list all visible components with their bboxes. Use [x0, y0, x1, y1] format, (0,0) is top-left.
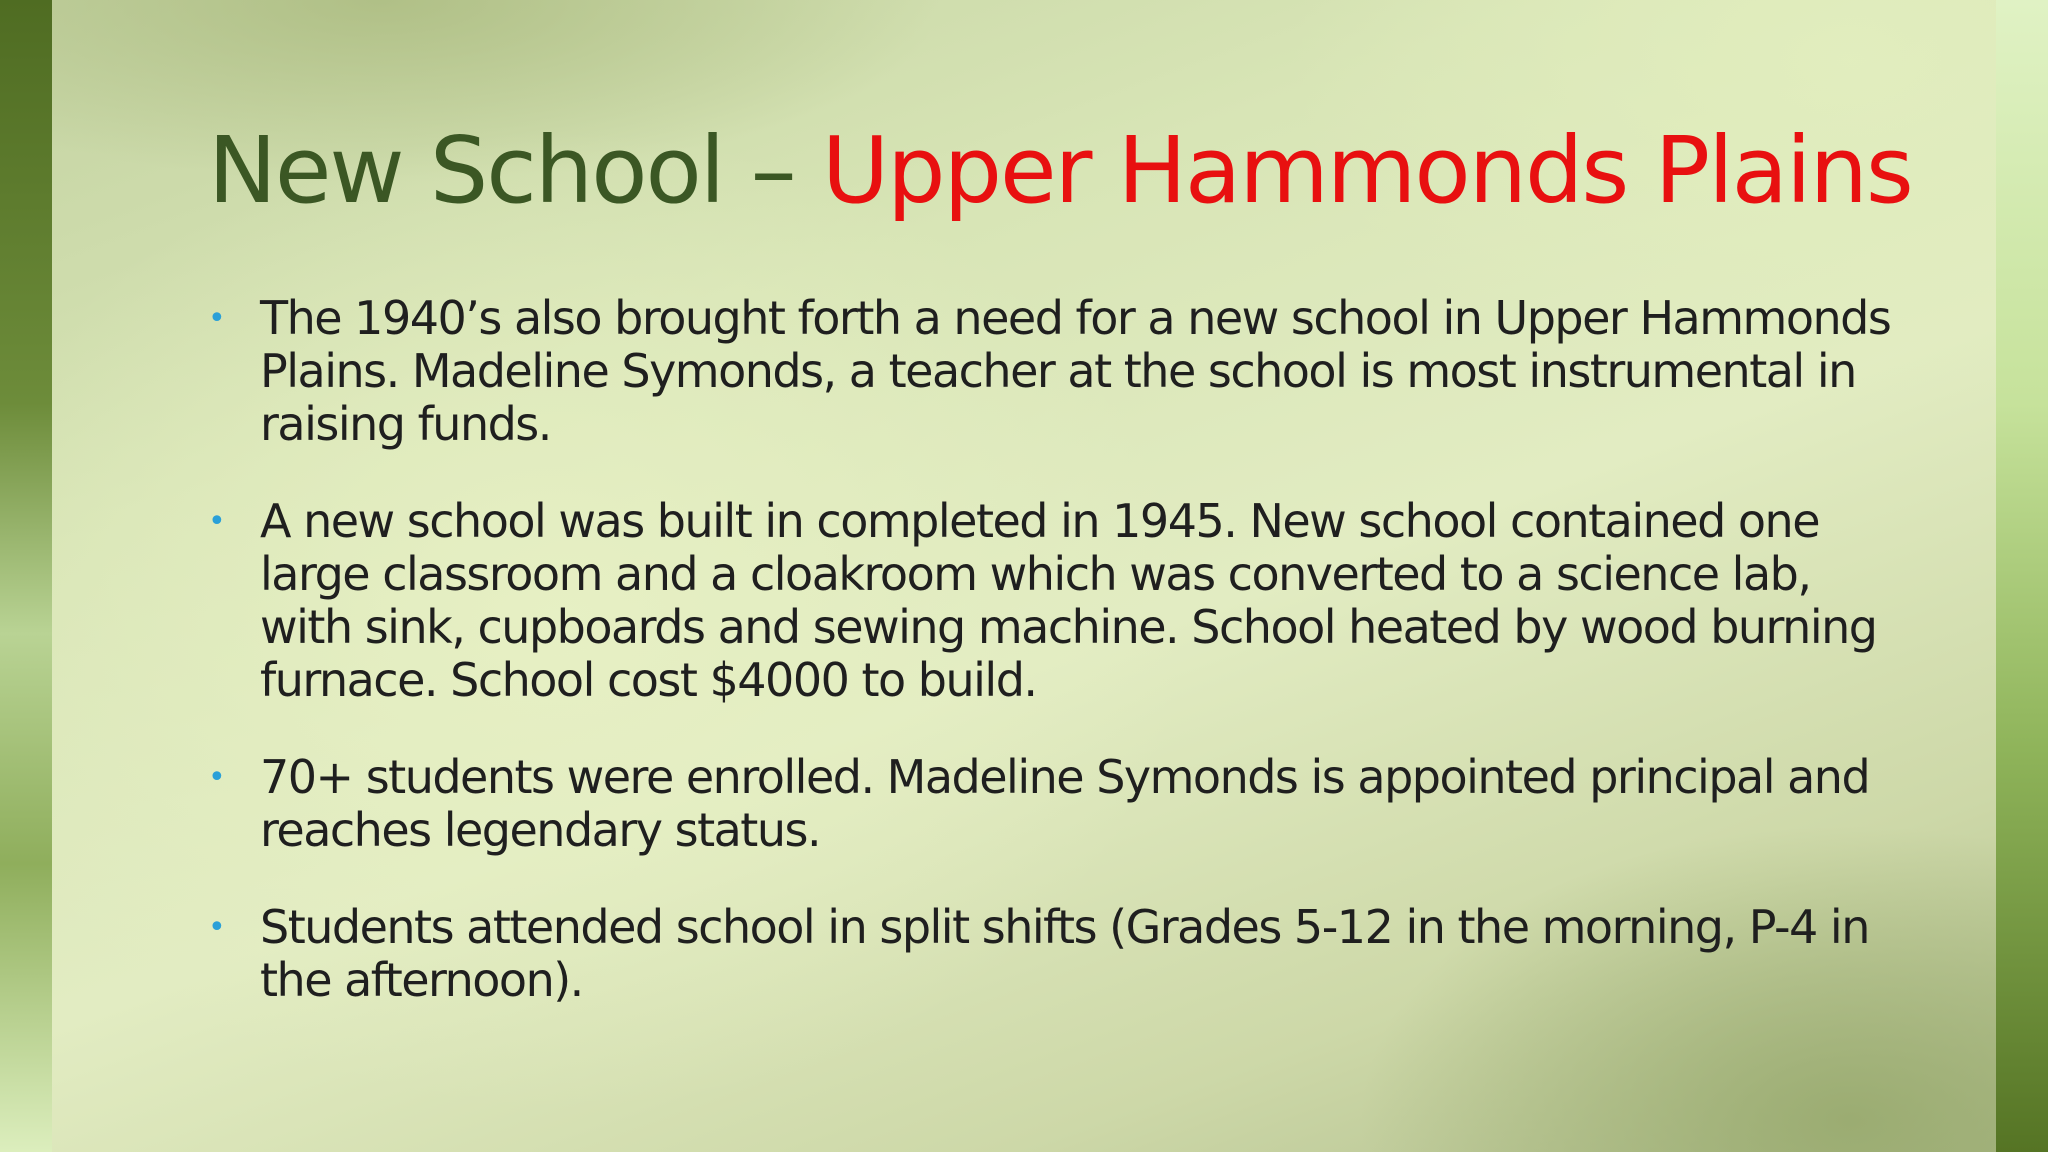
- bullet-icon: •: [208, 760, 226, 795]
- bullet-item: [208, 901, 1898, 1007]
- bullet-text: The 1940’s also brought forth a need for a new school in Upper Hammonds Plains. Madeline Symonds, a teacher at the school is most instrumental in raising funds.: [260, 291, 1891, 451]
- bullet-text: Students attended school in split shifts (Grades 5-12 in the morning, P-4 in the afternoon).: [260, 900, 1869, 1007]
- bullet-text: A new school was built in completed in 1945. New school contained one large classroom and a cloakroom which was converted to a science lab, with sink, cupboards and sewing machine. School heated by wood burning furnace. School cost $4000 to build.: [260, 494, 1877, 707]
- bullet-item: [208, 495, 1898, 707]
- right-accent-bar: [1996, 0, 2048, 1152]
- bullet-item: [208, 292, 1898, 451]
- slide-title: [208, 117, 1912, 224]
- bullet-icon: •: [208, 504, 226, 539]
- bullet-icon: •: [208, 301, 226, 336]
- bullet-text: 70+ students were enrolled. Madeline Symonds is appointed principal and reaches legendary status.: [260, 750, 1870, 857]
- bullet-icon: •: [208, 910, 226, 945]
- bullet-list: [208, 292, 1898, 1051]
- bullet-item: [208, 751, 1898, 857]
- title-highlight: Upper Hammonds Plains: [821, 117, 1912, 224]
- title-prefix: New School –: [208, 117, 822, 224]
- left-accent-bar: [0, 0, 52, 1152]
